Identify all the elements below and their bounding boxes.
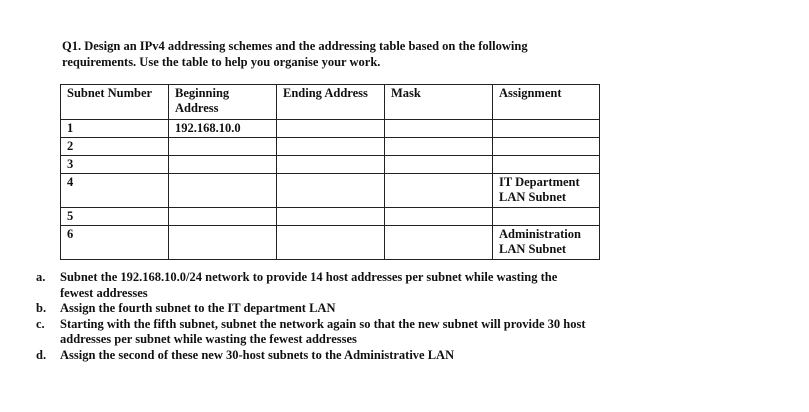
- header-ending-address: Ending Address: [277, 85, 385, 120]
- list-marker: d.: [36, 347, 47, 362]
- cell-assignment-line-2: LAN Subnet: [499, 190, 567, 204]
- cell-subnet: 4: [61, 174, 169, 208]
- list-marker: c.: [36, 316, 45, 331]
- cell-assignment: [493, 174, 600, 208]
- list-item: [36, 301, 676, 317]
- table-row: [61, 138, 600, 156]
- cell-end: [277, 138, 385, 156]
- cell-mask: [385, 138, 493, 156]
- addressing-table: [60, 84, 600, 260]
- list-item-line-1: Assign the second of these new 30-host subnets to the Administrative LAN: [60, 347, 455, 362]
- cell-end: [277, 156, 385, 174]
- list-item-line-1: Assign the fourth subnet to the IT department LAN: [60, 301, 336, 315]
- cell-mask: [385, 174, 493, 208]
- header-beginning-address: [169, 85, 277, 120]
- cell-end: [277, 174, 385, 208]
- cell-subnet: 5: [61, 208, 169, 226]
- cell-begin: [169, 226, 277, 260]
- list-item-line-1: Starting with the fifth subnet, subnet the network again so that the new subnet will provide 30 host: [60, 316, 586, 331]
- table-row: [61, 226, 600, 260]
- cell-assignment-line-1: IT Department: [499, 175, 580, 189]
- cell-assignment: [493, 226, 600, 260]
- cell-mask: [385, 156, 493, 174]
- cell-begin: [169, 156, 277, 174]
- header-assignment: Assignment: [493, 85, 600, 120]
- list-item: [36, 270, 676, 301]
- cell-mask: [385, 226, 493, 260]
- cell-begin: [169, 174, 277, 208]
- list-marker: b.: [36, 301, 47, 315]
- table-header-row: [61, 85, 600, 120]
- header-beginning-line-1: Beginning: [175, 86, 230, 100]
- question-line-1: Q1. Design an IPv4 addressing schemes and the addressing table based on the following: [62, 39, 528, 53]
- list-item-line-2: addresses per subnet while wasting the fewest addresses: [60, 332, 357, 346]
- cell-mask: [385, 208, 493, 226]
- cell-subnet: 6: [61, 226, 169, 260]
- cell-begin: 192.168.10.0: [169, 120, 277, 138]
- cell-subnet: 1: [61, 120, 169, 138]
- table-row: [61, 208, 600, 226]
- cell-assignment: [493, 208, 600, 226]
- table-row: [61, 156, 600, 174]
- cell-subnet: 3: [61, 156, 169, 174]
- list-item: [36, 348, 676, 364]
- cell-end: [277, 120, 385, 138]
- list-item-line-2: fewest addresses: [60, 285, 148, 300]
- question-line-2: requirements. Use the table to help you organise your work.: [62, 55, 381, 69]
- cell-begin: [169, 208, 277, 226]
- list-marker: a.: [36, 270, 46, 284]
- cell-mask: [385, 120, 493, 138]
- table-row: [61, 174, 600, 208]
- cell-end: [277, 208, 385, 226]
- cell-assignment-line-1: Administration: [499, 227, 581, 241]
- cell-begin: [169, 138, 277, 156]
- cell-assignment: [493, 138, 600, 156]
- header-mask: Mask: [385, 85, 493, 120]
- cell-assignment: [493, 120, 600, 138]
- question-text: [62, 38, 662, 70]
- requirements-list: [36, 270, 676, 363]
- list-item: [36, 317, 676, 348]
- cell-subnet: 2: [61, 138, 169, 156]
- cell-assignment: [493, 156, 600, 174]
- cell-end: [277, 226, 385, 260]
- list-item-line-1: Subnet the 192.168.10.0/24 network to provide 14 host addresses per subnet while wasting the: [60, 270, 558, 284]
- header-beginning-line-2: Address: [175, 101, 219, 115]
- header-subnet-number: Subnet Number: [61, 85, 169, 120]
- table-row: [61, 120, 600, 138]
- cell-assignment-line-2: LAN Subnet: [499, 242, 567, 256]
